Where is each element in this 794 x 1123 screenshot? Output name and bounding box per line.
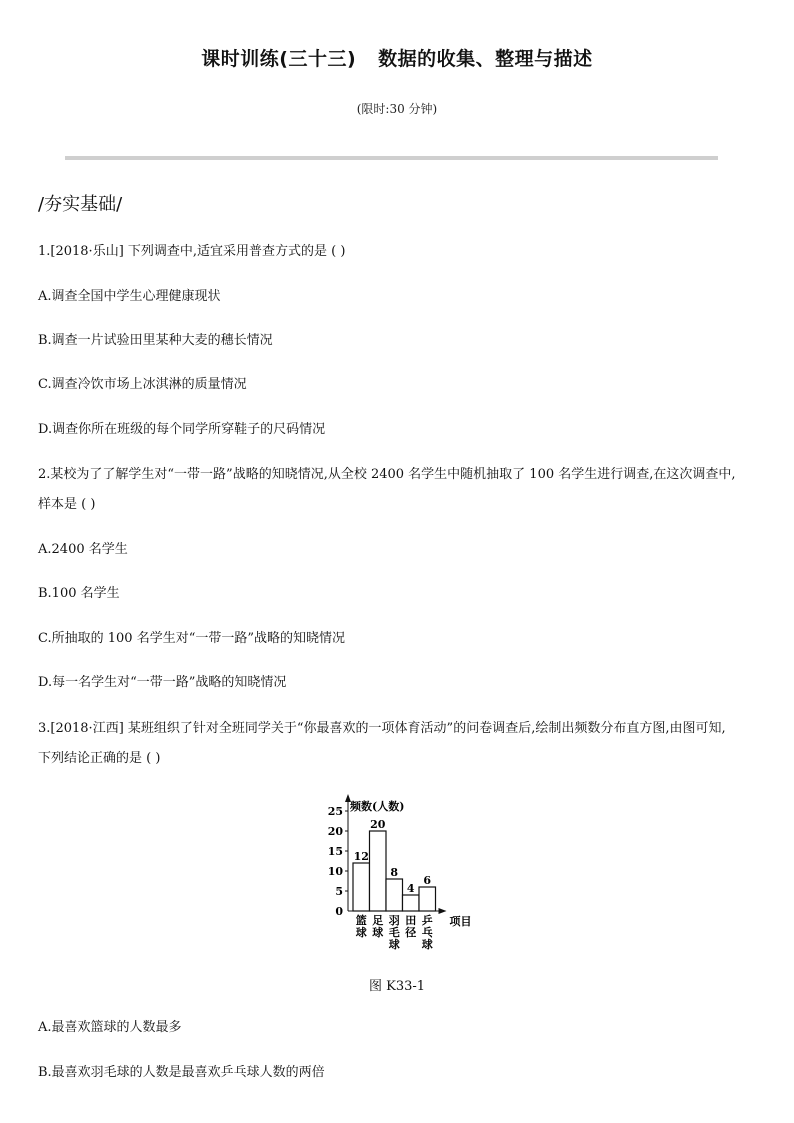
category-label-char: 羽 — [388, 914, 400, 927]
q3-stem-line1: 3.[2018·江西] 某班组织了针对全班同学关于“你最喜欢的一项体育活动”的问卷调查后,绘制出频数分布直方图,由图可知, — [38, 721, 726, 736]
category-label-char: 径 — [405, 926, 417, 939]
category-label-char: 篮 — [355, 914, 367, 927]
q1-stem: 1.[2018·乐山] 下列调查中,适宜采用普查方式的是 ( ) — [38, 244, 346, 259]
x-axis-label: 项目 — [449, 915, 472, 928]
q3-stem-line2: 下列结论正确的是 ( ) — [38, 751, 161, 766]
q1-option-c: C.调查冷饮市场上冰淇淋的质量情况 — [38, 377, 247, 392]
title-sub: 数据的收集、整理与描述 — [378, 48, 593, 70]
q3-option-a: A.最喜欢篮球的人数最多 — [38, 1020, 182, 1035]
q2-stem-line2: 样本是 ( ) — [38, 497, 96, 512]
y-tick-label: 5 — [335, 885, 343, 898]
q2-option-c: C.所抽取的 100 名学生对“一带一路”战略的知晓情况 — [38, 631, 345, 646]
bar — [419, 887, 436, 911]
title-main: 课时训练(三十三) — [201, 48, 357, 70]
q1-option-d: D.调查你所在班级的每个同学所穿鞋子的尺码情况 — [38, 422, 326, 437]
y-tick-label: 20 — [327, 825, 343, 838]
y-tick-label: 15 — [327, 845, 343, 858]
category-label-char: 球 — [372, 926, 384, 939]
histogram-chart — [318, 788, 478, 958]
y-tick-label: 25 — [327, 805, 343, 818]
q2-stem-line1: 2.某校为了了解学生对“一带一路”战略的知晓情况,从全校 2400 名学生中随机抽取了 100 名学生进行调查,在这次调查中, — [38, 467, 736, 482]
bar — [370, 831, 387, 911]
bar — [386, 879, 403, 911]
figure-caption: 图 K33-1 — [368, 979, 426, 994]
category-label-char: 毛 — [388, 926, 400, 939]
q3-option-b: B.最喜欢羽毛球的人数是最喜欢乒乓球人数的两倍 — [38, 1065, 325, 1080]
bar-value-label: 6 — [423, 874, 432, 887]
y-tick-label: 0 — [335, 905, 343, 918]
bar-value-label: 8 — [390, 866, 399, 879]
category-label-char: 球 — [421, 938, 433, 951]
q2-option-d: D.每一名学生对“一带一路”战略的知晓情况 — [38, 675, 287, 690]
category-label-char: 球 — [388, 938, 400, 951]
bar-value-label: 12 — [353, 850, 369, 863]
q1-option-a: A.调查全国中学生心理健康现状 — [38, 289, 221, 304]
category-label-char: 田 — [405, 914, 417, 927]
y-axis-label: 频数(人数) — [350, 800, 405, 813]
y-tick-label: 10 — [327, 865, 343, 878]
page-title — [0, 44, 794, 71]
histogram-figure — [318, 788, 478, 958]
time-limit: (限时:30 分钟) — [356, 102, 438, 116]
category-label-char: 足 — [372, 914, 384, 927]
q1-option-b: B.调查一片试验田里某种大麦的穗长情况 — [38, 333, 273, 348]
bar — [353, 863, 370, 911]
q2-option-a: A.2400 名学生 — [38, 542, 128, 557]
section-heading: /夯实基础/ — [38, 194, 123, 215]
category-label-char: 球 — [355, 926, 367, 939]
category-label-char: 乓 — [421, 926, 433, 939]
q2-option-b: B.100 名学生 — [38, 586, 120, 601]
bar-value-label: 20 — [370, 818, 386, 831]
divider — [65, 156, 718, 160]
x-axis-arrow — [439, 908, 447, 914]
category-label-char: 乒 — [421, 914, 433, 927]
bar — [403, 895, 420, 911]
bar-value-label: 4 — [406, 882, 415, 895]
